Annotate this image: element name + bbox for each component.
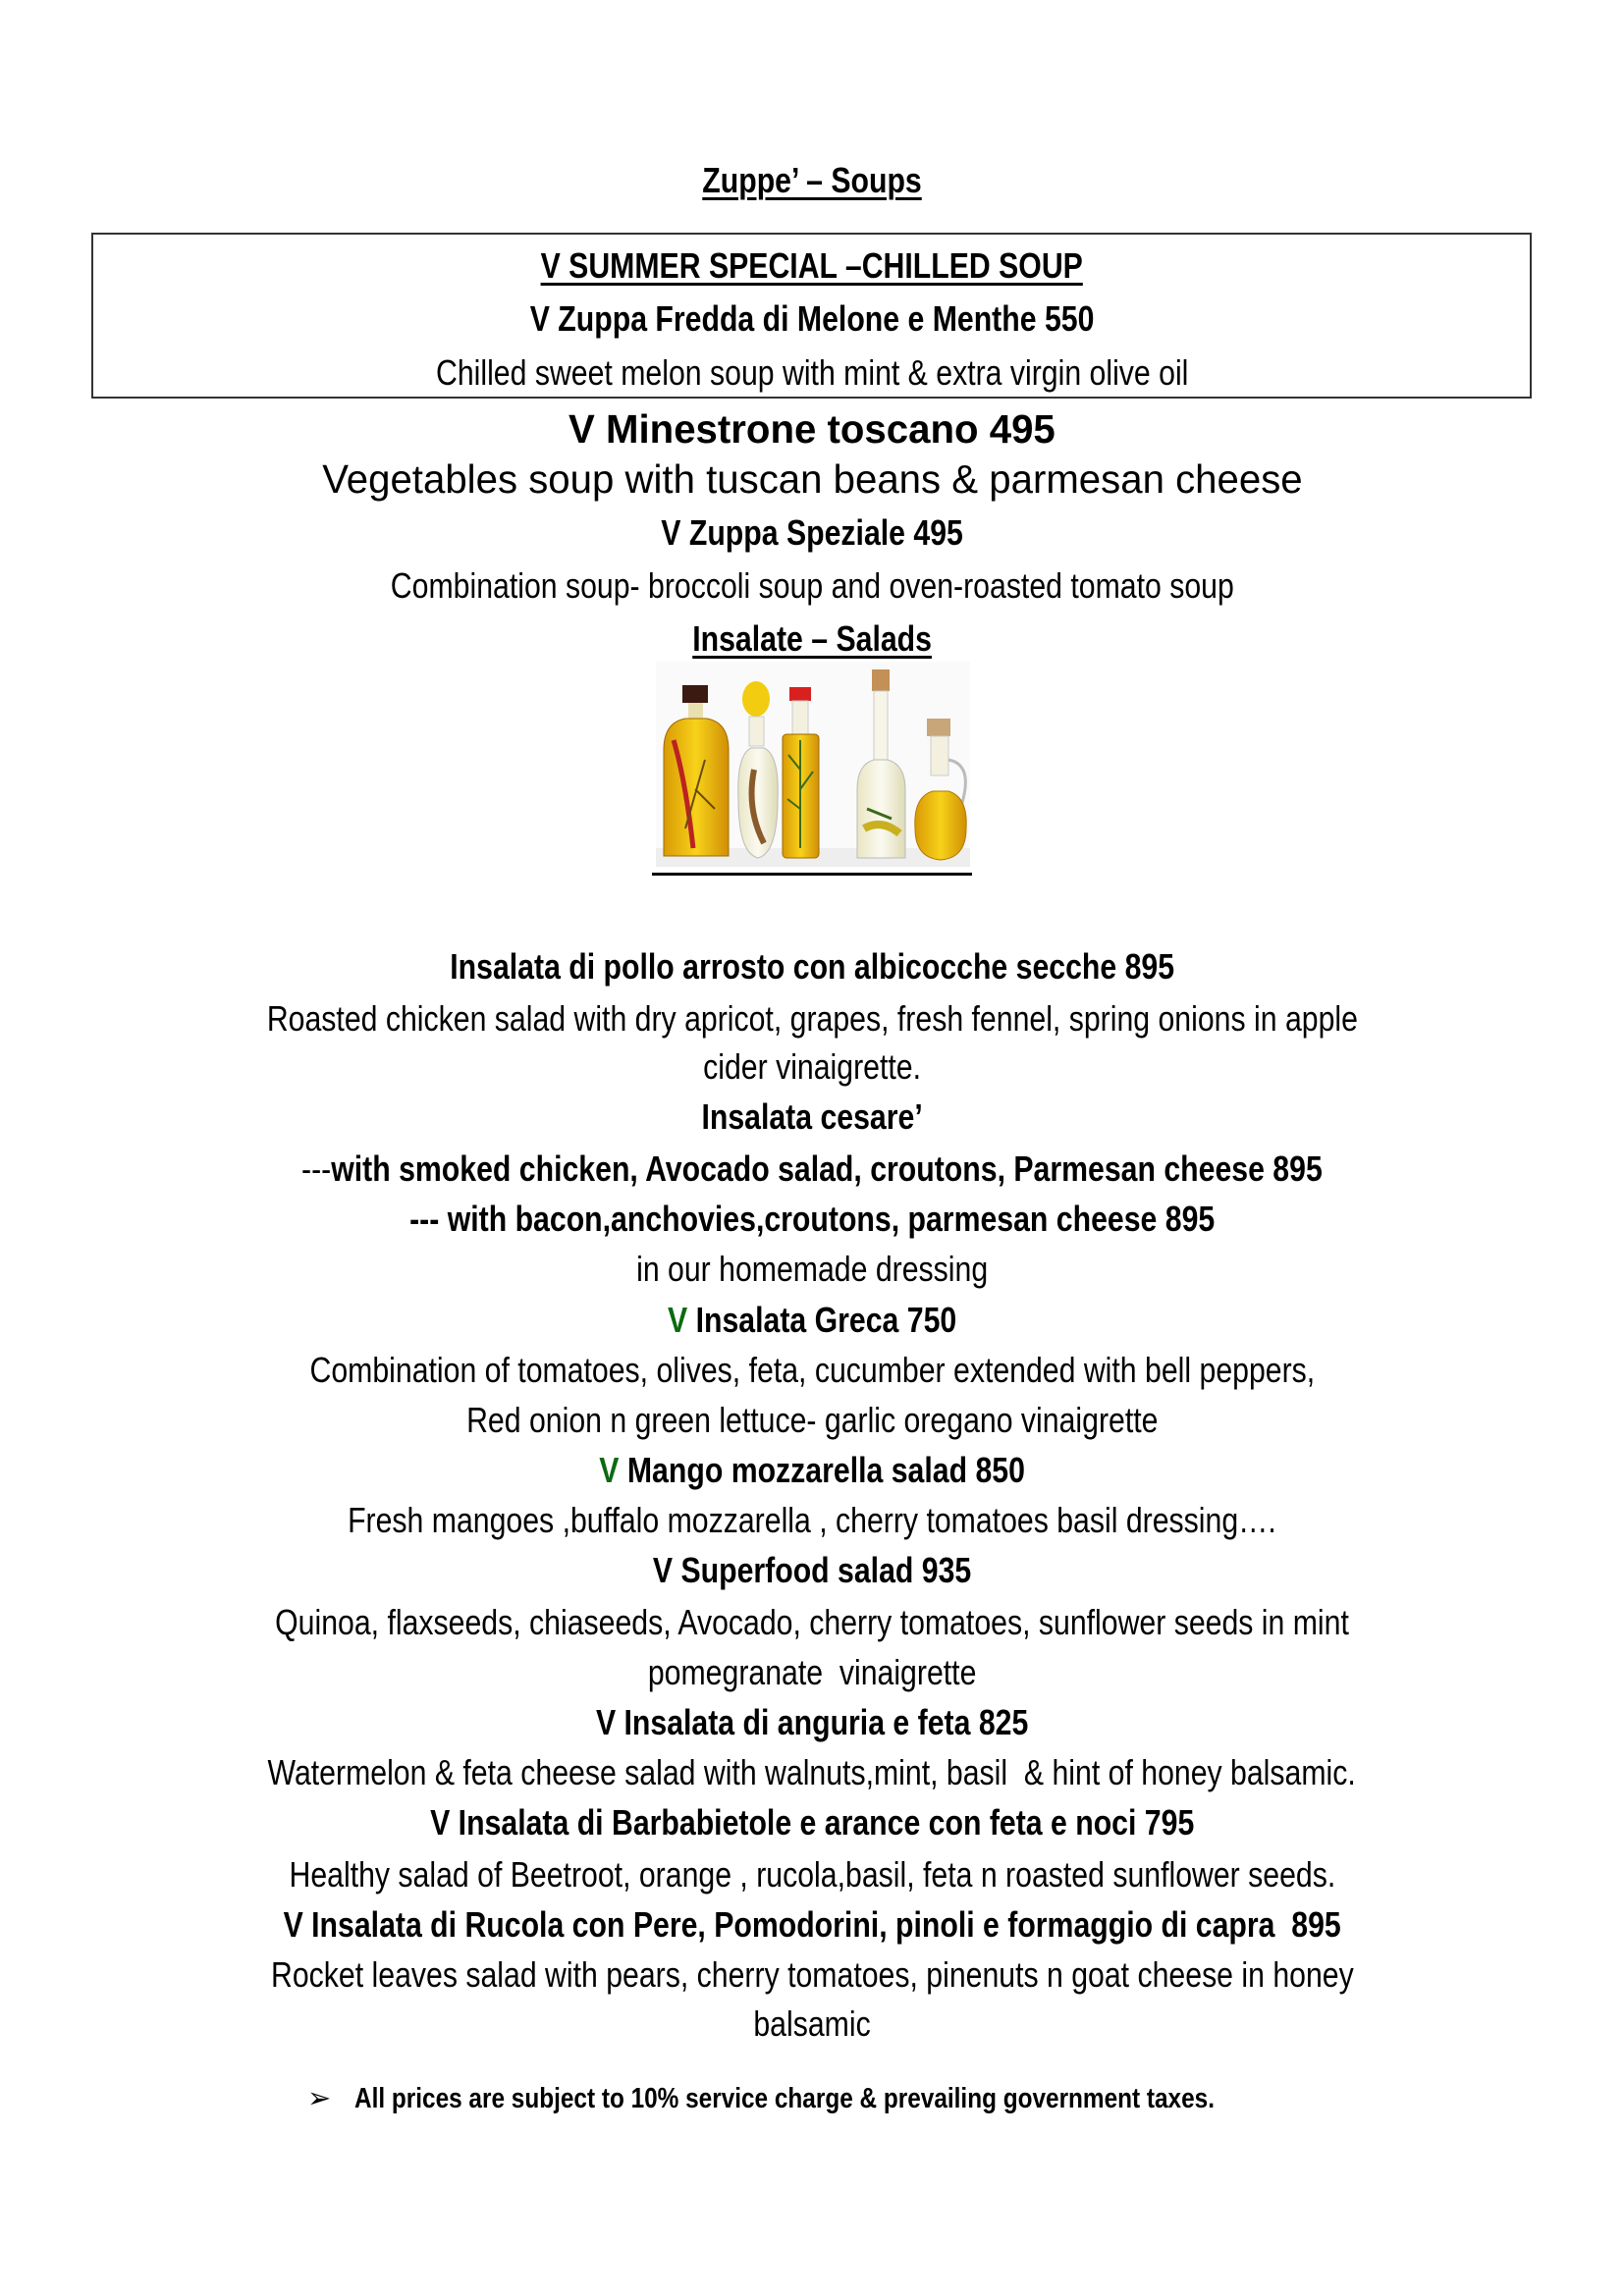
salad-item-description: balsamic xyxy=(753,2003,871,2044)
salad-item-name: V Insalata di anguria e feta 825 xyxy=(595,1702,1029,1742)
soups-heading: Zuppe’ – Soups xyxy=(702,160,922,200)
salad-item-name: Insalata di pollo arrosto con albicocche secche 895 xyxy=(450,946,1174,987)
soup-item-name: V Zuppa Speziale 495 xyxy=(661,512,963,553)
salad-item-description: Watermelon & feta cheese salad with walnuts,mint, basil & hint of honey balsamic. xyxy=(267,1752,1357,1792)
salad-item-description: Rocket leaves salad with pears, cherry tomatoes, pinenuts n goat cheese in honey xyxy=(270,1954,1354,1995)
salad-item-name: V Insalata Greca 750 xyxy=(667,1300,957,1340)
summer-special-title: V SUMMER SPECIAL –CHILLED SOUP xyxy=(540,245,1084,286)
special-item-name: V Zuppa Fredda di Melone e Menthe 550 xyxy=(529,298,1095,339)
salad-item-description: Quinoa, flaxseeds, chiaseeds, Avocado, cherry tomatoes, sunflower seeds in mint xyxy=(275,1602,1349,1642)
salad-item-name: V Superfood salad 935 xyxy=(652,1550,972,1590)
image-underline-divider xyxy=(652,873,972,876)
salad-item-description: Red onion n green lettuce- garlic oregano vinaigrette xyxy=(465,1400,1159,1440)
veg-mark: V xyxy=(599,1450,620,1490)
salad-item-description: Healthy salad of Beetroot, orange , rucola,basil, feta n roasted sunflower seeds. xyxy=(289,1854,1335,1895)
salad-item-name: V Insalata di Rucola con Pere, Pomodorini, pinoli e formaggio di capra 895 xyxy=(283,1904,1341,1945)
salad-item-description: cider vinaigrette. xyxy=(703,1046,921,1087)
arrow-bullet-icon: ➢ xyxy=(307,2083,332,2114)
pricing-note: ➢ All prices are subject to 10% service charge & prevailing government taxes. xyxy=(307,2083,1215,2114)
salad-variant: ---with smoked chicken, Avocado salad, croutons, Parmesan cheese 895 xyxy=(301,1148,1323,1189)
salad-item-name: V Insalata di Barbabietole e arance con feta e noci 795 xyxy=(429,1802,1195,1842)
soup-item-name: V Minestrone toscano 495 xyxy=(568,406,1056,452)
salad-item-description: pomegranate vinaigrette xyxy=(647,1652,977,1692)
salads-heading: Insalate – Salads xyxy=(692,618,932,659)
olive-oil-bottles-image xyxy=(656,662,970,867)
salad-item-name: V Mango mozzarella salad 850 xyxy=(599,1450,1025,1490)
salad-item-description: in our homemade dressing xyxy=(635,1249,989,1289)
veg-mark: V xyxy=(667,1300,688,1340)
soup-item-description: Combination soup- broccoli soup and oven-roasted tomato soup xyxy=(390,565,1234,606)
salad-item-description: Roasted chicken salad with dry apricot, grapes, fresh fennel, spring onions in apple xyxy=(266,998,1358,1039)
special-item-description: Chilled sweet melon soup with mint & extra virgin olive oil xyxy=(435,352,1189,393)
salad-item-description: Combination of tomatoes, olives, feta, cucumber extended with bell peppers, xyxy=(309,1350,1315,1390)
salad-item-name: Insalata cesare’ xyxy=(701,1096,923,1137)
bottles-illustration-icon xyxy=(656,662,970,867)
soup-item-description: Vegetables soup with tuscan beans & parmesan cheese xyxy=(321,456,1303,502)
salad-item-description: Fresh mangoes ,buffalo mozzarella , cherry tomatoes basil dressing…. xyxy=(348,1500,1276,1540)
salad-variant: --- with bacon,anchovies,croutons, parmesan cheese 895 xyxy=(408,1199,1216,1239)
